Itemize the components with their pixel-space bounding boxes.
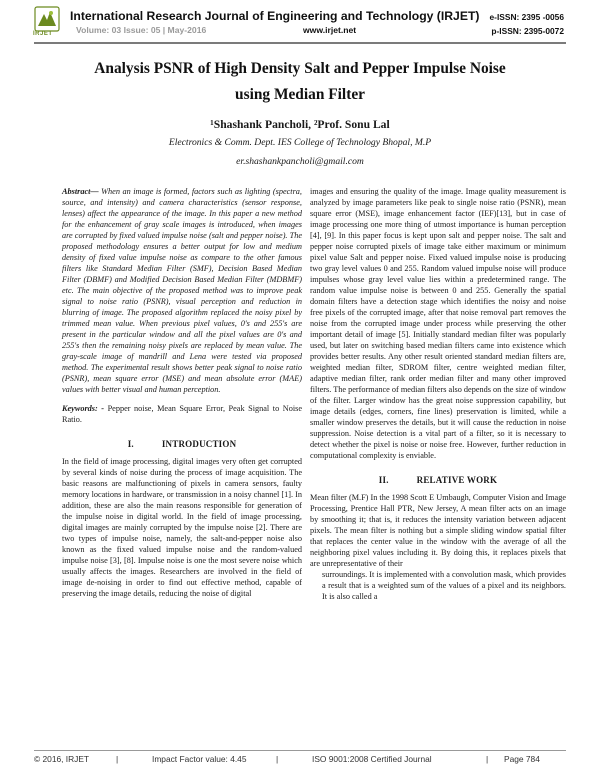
paper-title-line-2: using Median Filter bbox=[235, 86, 365, 103]
abstract bbox=[62, 186, 302, 395]
journal-website: www.irjet.net bbox=[303, 25, 357, 35]
relative-work-text: Mean filter (M.F) In the 1998 Scott E Umbaugh, Computer Vision and Image Processing, Prentice Hall PTR, New Jersey, A mean filter acts on an image by smoothing it; that is, it reduces the intensity variation between adjacent pixels. The mean filter is nothing but a simple sliding window spatial filter that replaces the center value in the window with the average of all the neighboring pixel values including it. By doing this, it replaces pixels that are unrepresentative of their bbox=[310, 493, 566, 568]
keywords bbox=[62, 403, 302, 425]
relative-work-continued-text: surroundings. It is implemented with a convolution mask, which provides a result that is a weighted sum of the values of a pixel and its neighbors. It is also called a bbox=[322, 570, 566, 601]
volume-line: Volume: 03 Issue: 05 | May-2016 bbox=[76, 25, 207, 35]
keywords-text: Pepper noise, Mean Square Error, Peak Signal to Noise Ratio. bbox=[62, 404, 302, 424]
page-footer bbox=[34, 754, 566, 768]
introduction-continued-text: images and ensuring the quality of the image. Image quality measurement is analyzed by image parameters like peak to single noise ratio (PSNR), mean square error (MSE), image enhancement factor (IEF)[13], but in case of image processing one more thing of utmost importance is human perception [4], [9]. In this paper focus is kept upon salt and pepper noise. The salt and pepper noise corrupted pixels of image take either maximum or minimum pixel value Salt and pepper noise. Fixed valued impulse noise is producing two gray level values 0 and 255. Random valued impulse noise will produce impulses whose gray level value lies within a predetermined range. The random value impulse noise is between 0 and 255. Generally the spatial domain filters have a detection stage which identifies the noisy and noise free pixels of the corrupted image, after that noise removal part removes the noise from the corrupted image under process while preserving the other important detail of image [5]. Initially standard median filter was popularly used, but later on switching based median filters came into existence which provides better results. Any other result oriented standard median filters are, weighted median filter, SDROM filter, centre weighted median filter, adaptive median filter, rank order median filter and many other improved filters. The performance of median filters also depends on the size of window of the filter. Larger window has the great noise suppression capability, but image details (edges, corners, fine lines) preservation is limited, while a smaller window preserves the details, but it will cause the reduction in noise suppression. Noise detection is a vital part of a filter, so it is necessary to detect whether the pixel is noise or noise free. However, further reduction in computational complexity is enviable. bbox=[310, 187, 566, 460]
footer-divider bbox=[34, 750, 566, 751]
copyright: © 2016, IRJET bbox=[34, 754, 90, 764]
e-issn: e-ISSN: 2395 -0056 bbox=[489, 12, 564, 22]
journal-name: International Research Journal of Engineering and Technology (IRJET) bbox=[70, 9, 480, 23]
iso-certification: ISO 9001:2008 Certified Journal bbox=[312, 754, 432, 764]
right-column bbox=[310, 186, 566, 602]
left-column bbox=[62, 186, 302, 599]
section-title: INTRODUCTION bbox=[161, 439, 237, 449]
keywords-label: Keywords: - bbox=[62, 404, 105, 413]
introduction-text: In the field of image processing, digital images very often get corrupted by several kinds of noise during the process of image acquisition. The basic reasons are malfunctioning of pixels in camera sensors, faulty memory locations in hardware, or transmission in a noisy channel [1]. In addition, these are also the main reasons responsible for generation of the impulse noise in digital world. In the field of image processing, digital images are mainly corrupted by the impulse noise [2]. There are two types of impulse noise, namely, the salt-and-pepper noise also known as the fixed valued impulse noise and the random-valued impulse noise [3], [8]. Impulse noise is one the most severe noise which usually affects the images. Researchers are involved in the field of image de-noising in order to find out effective method, capable of preserving the image details, reducing the noise of digital bbox=[62, 457, 302, 598]
section-heading-relative-work bbox=[310, 475, 566, 486]
page-number: Page 784 bbox=[504, 754, 540, 764]
abstract-label: Abstract— bbox=[62, 187, 99, 196]
journal-header bbox=[0, 0, 600, 42]
abstract-text: When an image is formed, factors such as lighting (spectra, source, and intensity) and camera characteristics (sensor response, lenses) affect the appearance of the image. In this paper a new method for the enhancement of gray scale images is introduced, when images are corrupted by fixed valued impulse noise (salt and pepper noise). The proposed methodology ensures a better output for low and medium density of fixed value impulse noise as compare to the other famous filters like Standard Median Filter (SMF), Decision Based Median Filter (DBMF) and Modified Decision Based Median Filter (MDBMF) etc. The main objective of the proposed method was to improve peak signal to noise ratio (PSNR), visual perception and reduction in blurring of image. The proposed algorithm replaced the noisy pixel by trimmed mean value. When previous pixel values, 0's and 255's are present in the particular window and all the pixel values are 0's and 255's then the remaining noisy pixels are replaced by mean value. The gray-scale image of mandrill and Lena were tested via proposed method. The experimental result shows better peak signal to noise ratio (PSNR), mean square error (MSE) and mean absolute error (MAE) values with better visual and human perception. bbox=[62, 187, 302, 394]
footer-separator: | bbox=[276, 754, 279, 764]
section-number: I. bbox=[127, 439, 134, 449]
footer-separator: | bbox=[486, 754, 489, 764]
affiliation: Electronics & Comm. Dept. IES College of Technology Bhopal, M.P bbox=[168, 137, 432, 148]
authors: ¹Shashank Pancholi, ²Prof. Sonu Lal bbox=[210, 118, 390, 131]
section-number: II. bbox=[378, 475, 389, 485]
section-title: RELATIVE WORK bbox=[416, 475, 498, 485]
logo-text: IRJET bbox=[33, 31, 53, 37]
paper-title-line-1: Analysis PSNR of High Density Salt and Pepper Impulse Noise bbox=[94, 60, 506, 77]
p-issn: p-ISSN: 2395-0072 bbox=[491, 26, 564, 36]
footer-separator: | bbox=[116, 754, 119, 764]
impact-factor: Impact Factor value: 4.45 bbox=[152, 754, 247, 764]
section-heading-introduction bbox=[62, 439, 302, 450]
author-email: er.shashankpancholi@gmail.com bbox=[236, 156, 364, 167]
header-divider bbox=[34, 42, 566, 44]
